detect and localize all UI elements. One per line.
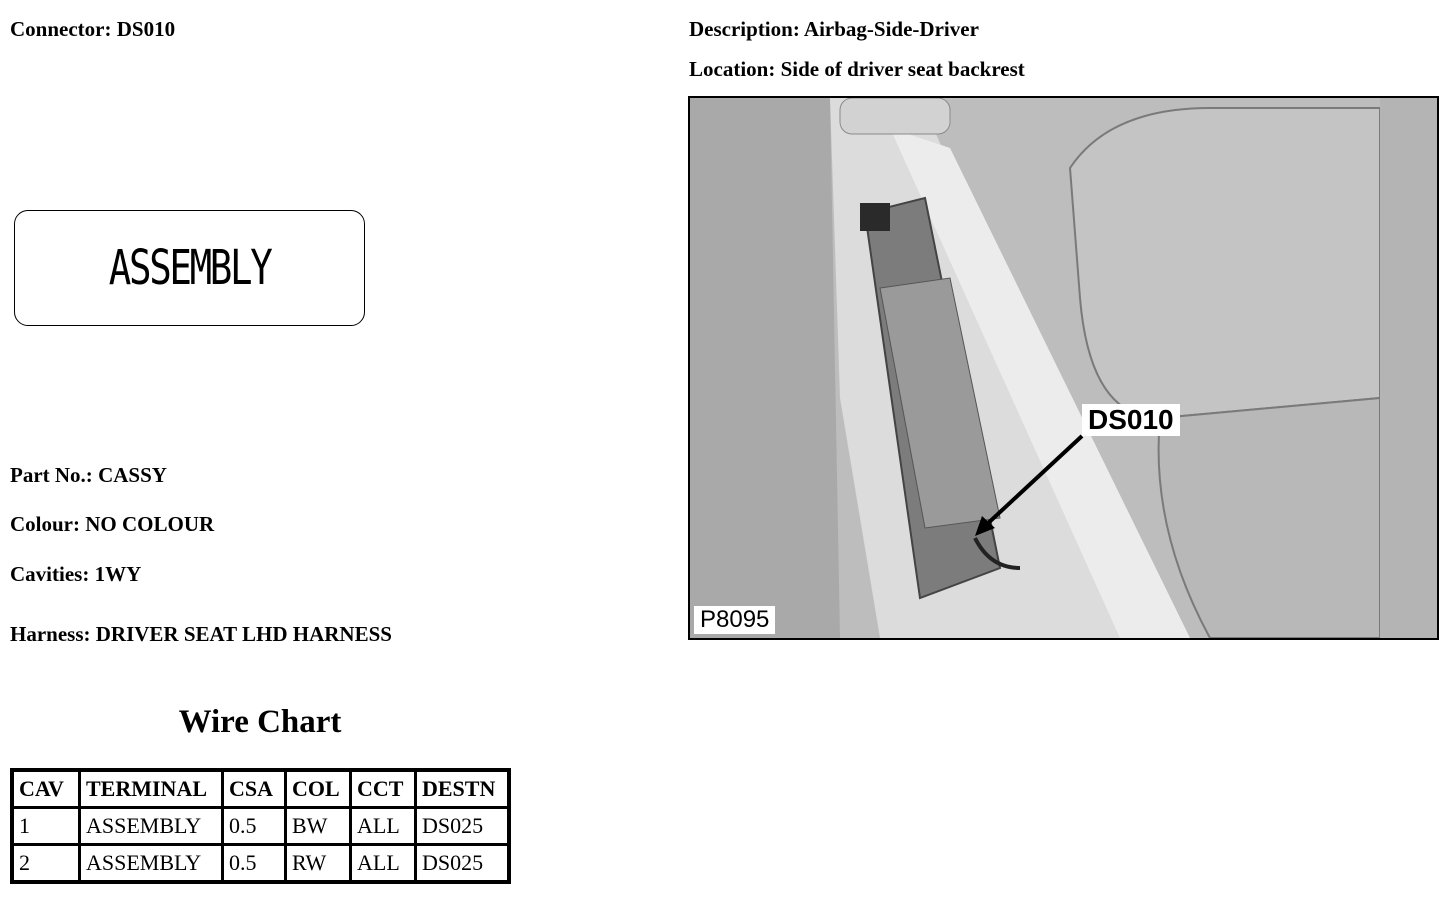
- cell-destn: DS025: [416, 808, 510, 845]
- cell-cct: ALL: [351, 808, 416, 845]
- cell-destn: DS025: [416, 845, 510, 883]
- location-line: [689, 57, 1025, 82]
- cell-cav: 2: [12, 845, 80, 883]
- header-terminal: TERMINAL: [80, 770, 223, 808]
- callout-label: DS010: [1082, 404, 1180, 436]
- colour-value: NO COLOUR: [85, 512, 215, 536]
- description-value: Airbag-Side-Driver: [803, 17, 979, 41]
- wire-chart-header-row: [12, 770, 509, 808]
- harness-value: DRIVER SEAT LHD HARNESS: [95, 622, 392, 646]
- cell-cav: 1: [12, 808, 80, 845]
- connector-value: DS010: [116, 17, 176, 41]
- cell-terminal: ASSEMBLY: [80, 845, 223, 883]
- part-no-value: CASSY: [98, 463, 167, 487]
- backrest-panel: [1070, 108, 1380, 418]
- harness-label: Harness:: [10, 622, 91, 646]
- wire-chart-table: [10, 768, 511, 884]
- backrest-lower-panel: [1159, 398, 1380, 638]
- table-row: [12, 808, 509, 845]
- cavities-line: [10, 562, 141, 587]
- right-edge: [1380, 98, 1437, 638]
- wire-chart-title: Wire Chart: [178, 704, 342, 740]
- description-line: [689, 17, 979, 42]
- header-cav: CAV: [12, 770, 80, 808]
- cell-terminal: ASSEMBLY: [80, 808, 223, 845]
- harness-line: [10, 622, 392, 647]
- figure-id-label: P8095: [694, 606, 775, 634]
- part-no-line: [10, 463, 167, 488]
- connector-face-box: [14, 210, 365, 326]
- location-photo: [688, 96, 1439, 640]
- cavities-label: Cavities:: [10, 562, 90, 586]
- description-label: Description:: [689, 17, 800, 41]
- left-shadow: [690, 98, 840, 638]
- headrest-post: [840, 98, 950, 134]
- cell-col: RW: [286, 845, 351, 883]
- cell-csa: 0.5: [223, 808, 286, 845]
- part-no-label: Part No.:: [10, 463, 93, 487]
- location-value: Side of driver seat backrest: [780, 57, 1025, 81]
- cell-csa: 0.5: [223, 845, 286, 883]
- header-cct: CCT: [351, 770, 416, 808]
- connector-label: Connector:: [10, 17, 112, 41]
- colour-label: Colour:: [10, 512, 80, 536]
- location-label: Location:: [689, 57, 776, 81]
- colour-line: [10, 512, 214, 537]
- header-col: COL: [286, 770, 351, 808]
- assembly-label: ASSEMBLY: [108, 240, 271, 296]
- cell-cct: ALL: [351, 845, 416, 883]
- seat-illustration: [690, 98, 1437, 638]
- cell-col: BW: [286, 808, 351, 845]
- header-destn: DESTN: [416, 770, 510, 808]
- cavities-value: 1WY: [94, 562, 142, 586]
- table-row: [12, 845, 509, 883]
- clip-bracket: [860, 203, 890, 231]
- connector-line: [10, 17, 175, 42]
- header-csa: CSA: [223, 770, 286, 808]
